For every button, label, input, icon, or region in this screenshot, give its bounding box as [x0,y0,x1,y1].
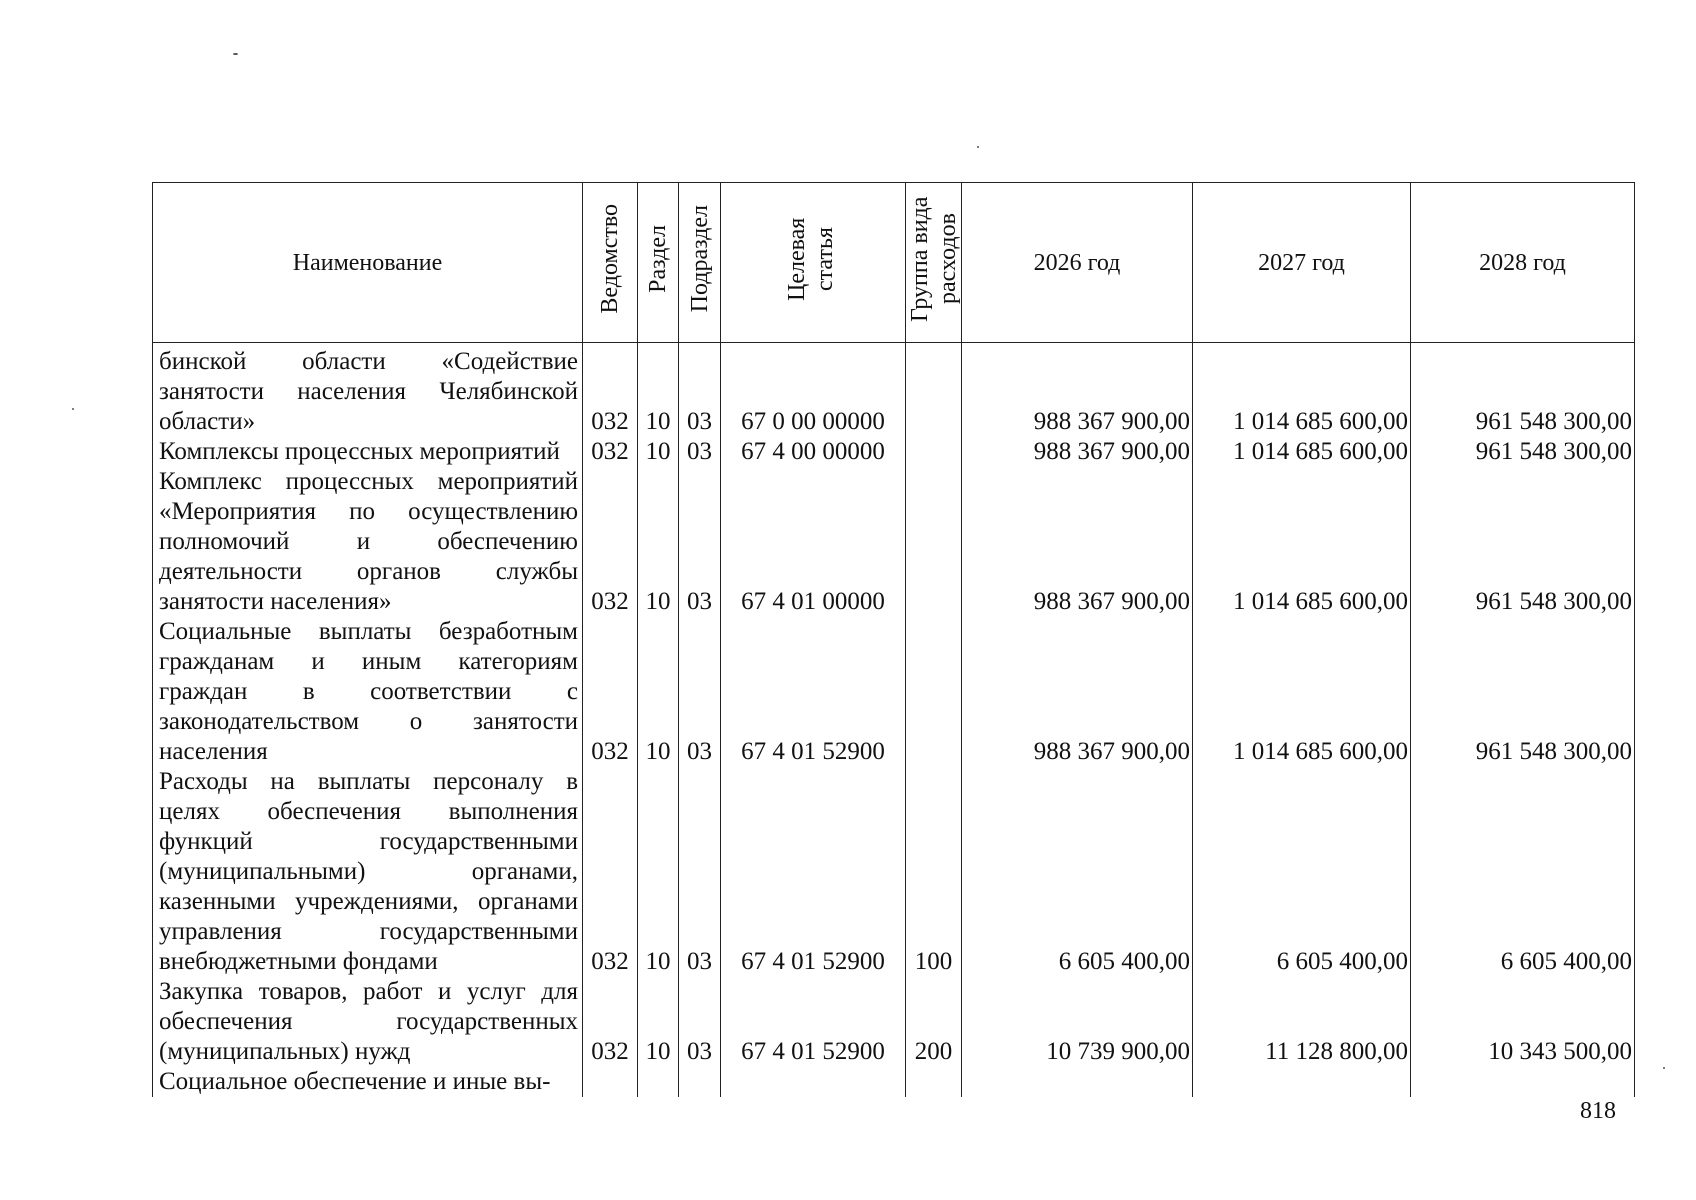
row-subsection: 03 [679,437,721,467]
row-name: Социальное обеспечение и иные вы- [153,1067,583,1097]
header-subsection: Подраздел [679,183,721,343]
header-year-2027: 2027 год [1193,183,1411,343]
row-name: Социальные выплаты безработным гражданам и иным категориям граждан в соответствии с законодательством о занятости населения [153,617,583,767]
header-section: Раздел [638,183,679,343]
row-article: 67 4 01 52900 [721,977,906,1067]
row-section: 10 [638,977,679,1067]
table-row [153,767,1635,977]
scan-speck [977,146,979,148]
row-2028: 961 548 300,00 [1411,467,1635,617]
row-article: 67 4 01 00000 [721,467,906,617]
row-section: 10 [638,767,679,977]
table-row [153,1067,1635,1097]
row-section: 10 [638,343,679,438]
row-section: 10 [638,437,679,467]
row-name: Расходы на выплаты персоналу в целях обеспечения выполнения функций государственными (муниципальными) органами, казенными учреждениями, органами управления государственными внебюджетными фондами [153,767,583,977]
header-expense-group: Группа вида расходов [906,183,962,343]
budget-table [152,182,1635,1097]
row-dept [583,1067,638,1097]
row-2028: 961 548 300,00 [1411,617,1635,767]
row-article: 67 4 01 52900 [721,767,906,977]
row-group: 100 [906,767,962,977]
row-group [906,1067,962,1097]
table-row [153,467,1635,617]
row-2027: 1 014 685 600,00 [1193,617,1411,767]
header-dept: Ведомство [583,183,638,343]
header-name: Наименование [153,183,583,343]
table-row [153,343,1635,438]
row-dept: 032 [583,977,638,1067]
table-row [153,437,1635,467]
scan-speck [233,53,238,55]
row-section [638,1067,679,1097]
row-section: 10 [638,617,679,767]
scan-speck [72,408,74,410]
scan-speck [1663,1067,1665,1069]
row-name: Закупка товаров, работ и услуг для обеспечения государственных (муниципальных) нужд [153,977,583,1067]
row-2028: 6 605 400,00 [1411,767,1635,977]
row-subsection: 03 [679,977,721,1067]
row-2026: 988 367 900,00 [962,343,1193,438]
row-dept: 032 [583,767,638,977]
row-2027 [1193,1067,1411,1097]
row-2026: 6 605 400,00 [962,767,1193,977]
row-2027: 1 014 685 600,00 [1193,343,1411,438]
row-name: бинской области «Содействие занятости населения Челябинской области» [153,343,583,438]
row-2026: 988 367 900,00 [962,617,1193,767]
row-2028: 961 548 300,00 [1411,343,1635,438]
row-name: Комплексы процессных мероприятий [153,437,583,467]
page-number: 818 [1580,1098,1616,1124]
row-2027: 1 014 685 600,00 [1193,467,1411,617]
row-2027: 11 128 800,00 [1193,977,1411,1067]
row-2026: 988 367 900,00 [962,437,1193,467]
row-subsection: 03 [679,467,721,617]
row-name: Комплекс процессных мероприятий «Мероприятия по осуществлению полномочий и обеспечению деятельности органов службы занятости населения» [153,467,583,617]
row-group [906,467,962,617]
table-row [153,977,1635,1067]
header-target-article: Целевая статья [721,183,906,343]
row-article: 67 4 00 00000 [721,437,906,467]
header-year-2028: 2028 год [1411,183,1635,343]
row-2028 [1411,1067,1635,1097]
row-2026: 988 367 900,00 [962,467,1193,617]
row-subsection: 03 [679,767,721,977]
row-2027: 1 014 685 600,00 [1193,437,1411,467]
row-dept: 032 [583,437,638,467]
row-subsection: 03 [679,617,721,767]
row-article: 67 4 01 52900 [721,617,906,767]
row-group: 200 [906,977,962,1067]
row-section: 10 [638,467,679,617]
row-2026: 10 739 900,00 [962,977,1193,1067]
row-subsection [679,1067,721,1097]
row-article [721,1067,906,1097]
row-group [906,617,962,767]
row-dept: 032 [583,343,638,438]
table-row [153,617,1635,767]
row-group [906,437,962,467]
header-year-2026: 2026 год [962,183,1193,343]
row-subsection: 03 [679,343,721,438]
row-2027: 6 605 400,00 [1193,767,1411,977]
row-2028: 10 343 500,00 [1411,977,1635,1067]
row-article: 67 0 00 00000 [721,343,906,438]
row-2026 [962,1067,1193,1097]
row-dept: 032 [583,617,638,767]
row-2028: 961 548 300,00 [1411,437,1635,467]
row-group [906,343,962,438]
table-header-row [153,183,1635,343]
row-dept: 032 [583,467,638,617]
